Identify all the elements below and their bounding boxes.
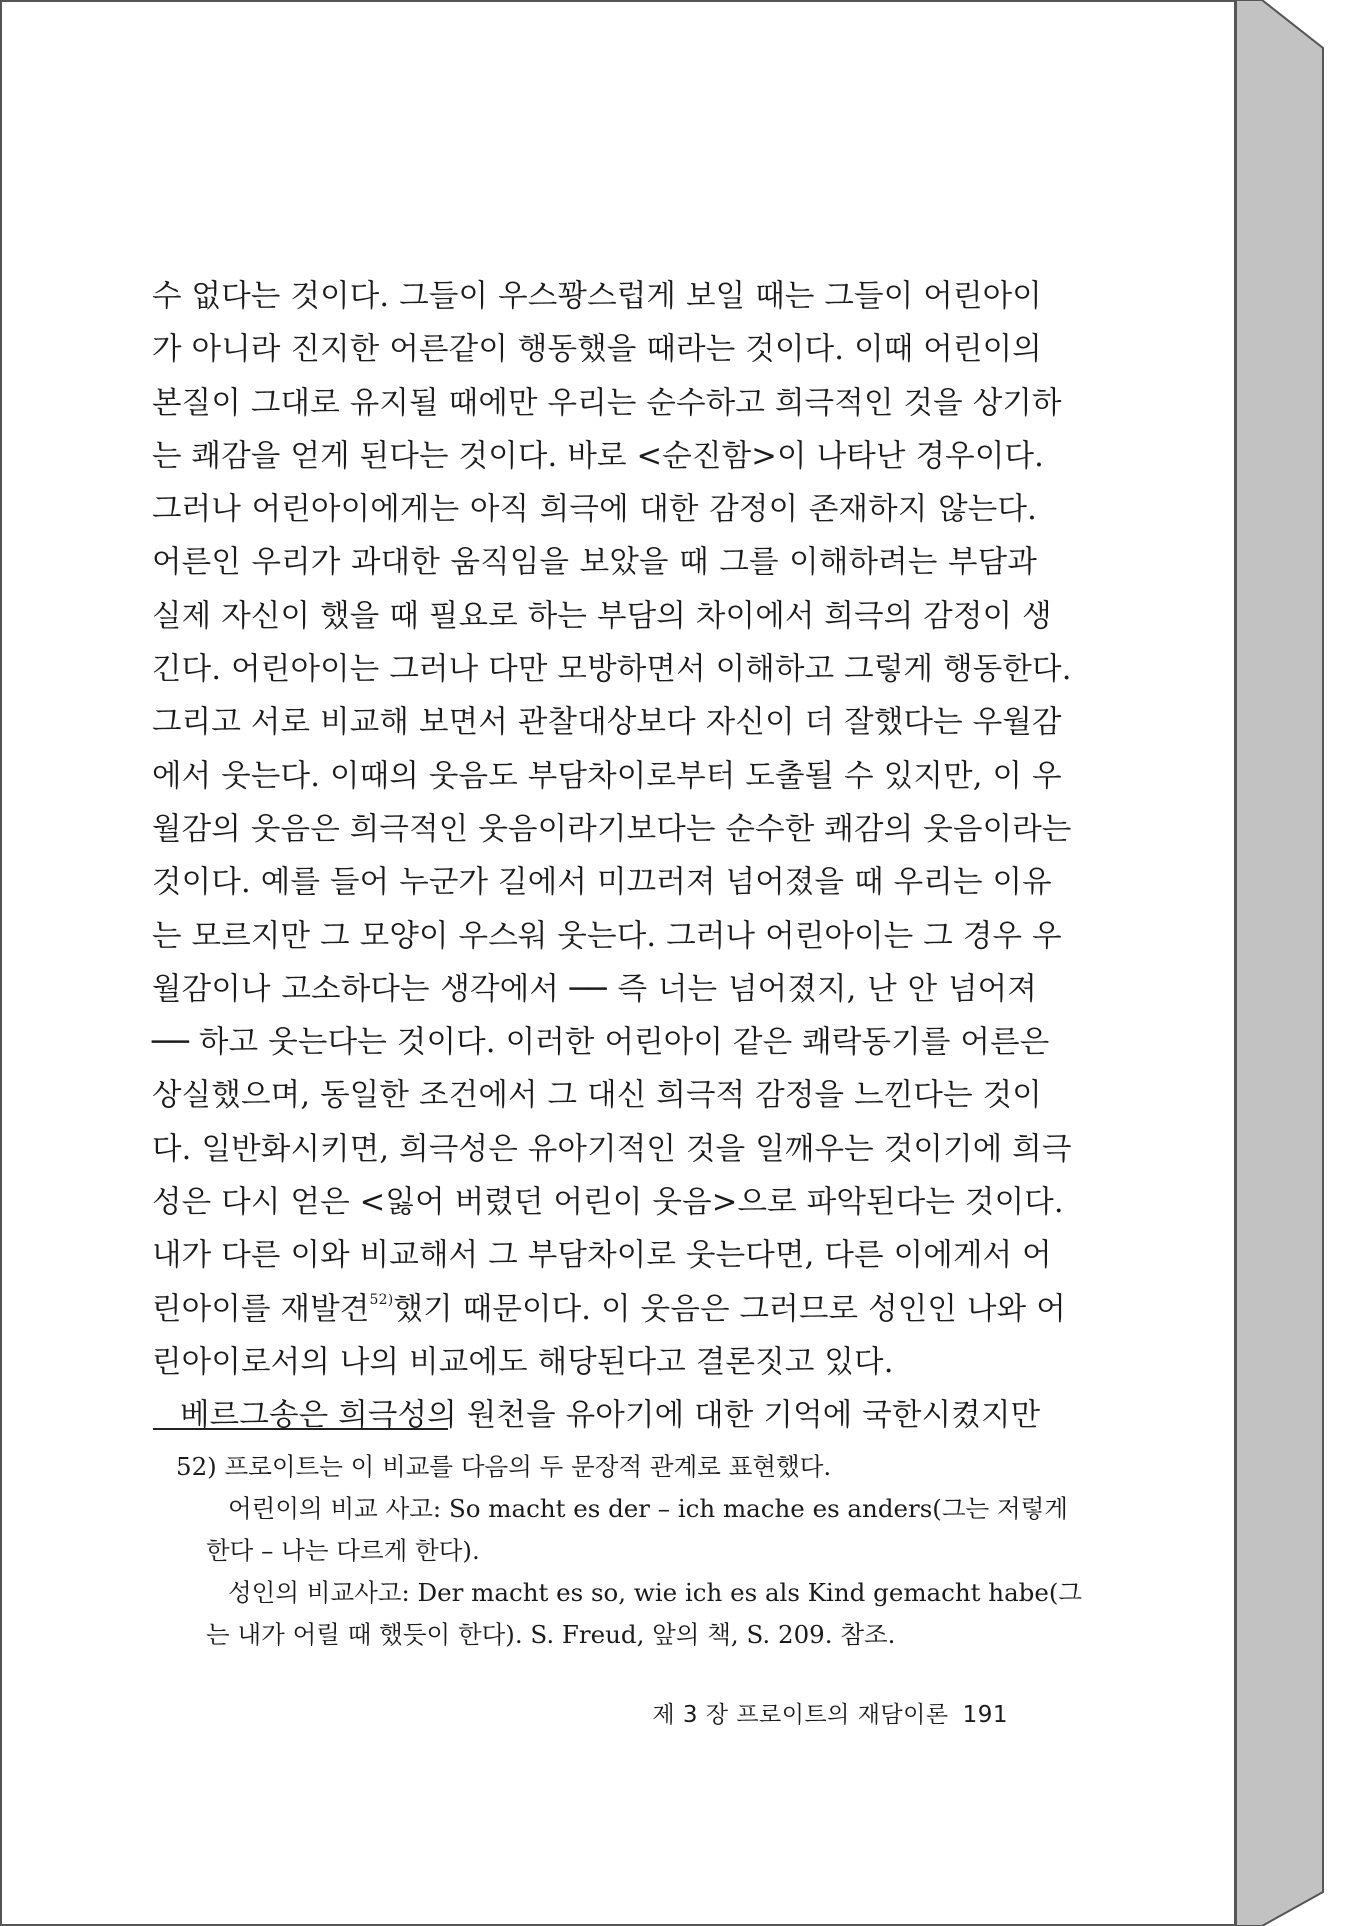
body-line: 가 아니라 진지한 어른같이 행동했을 때라는 것이다. 이때 어린이의 xyxy=(152,332,1042,368)
body-line-part: 했기 때문이다. 이 웃음은 그러므로 성인인 나와 어 xyxy=(393,1291,1066,1327)
body-line: 린아이로서의 나의 비교에도 해당된다고 결론짓고 있다. xyxy=(152,1344,894,1380)
body-line-part: 린아이를 재발견 xyxy=(152,1291,370,1327)
footnote-reference: 52) xyxy=(369,1292,394,1309)
body-line: 다. 일반화시키면, 희극성은 유아기적인 것을 일깨우는 것이기에 희극 xyxy=(152,1131,1072,1167)
chapter-title: 제 3 장 프로이트의 재담이론 xyxy=(652,1702,949,1728)
footnote-adult-line: 는 내가 어릴 때 했듯이 한다). S. Freud, 앞의 책, S. 209. 참조. xyxy=(206,1620,896,1649)
body-line: 그리고 서로 비교해 보면서 관찰대상보다 자신이 더 잘했다는 우월감 xyxy=(152,705,1062,741)
body-line: 실제 자신이 했을 때 필요로 하는 부담의 차이에서 희극의 감정이 생 xyxy=(152,598,1052,634)
body-line: 월감의 웃음은 희극적인 웃음이라기보다는 순수한 쾌감의 웃음이라는 xyxy=(152,811,1072,847)
body-line: 는 모르지만 그 모양이 우스워 웃는다. 그러나 어린아이는 그 경우 우 xyxy=(152,918,1062,954)
page-number: 191 xyxy=(962,1702,1008,1728)
body-line: 에서 웃는다. 이때의 웃음도 부담차이로부터 도출될 수 있지만, 이 우 xyxy=(152,758,1062,794)
body-line: 그러나 어린아이에게는 아직 희극에 대한 감정이 존재하지 않는다. xyxy=(152,492,1037,528)
body-line: 는 쾌감을 얻게 된다는 것이다. 바로 <순진함>이 나타난 경우이다. xyxy=(152,438,1045,474)
body-line: 어른인 우리가 과대한 움직임을 보았을 때 그를 이해하려는 부담과 xyxy=(152,545,1037,581)
footnote-child-line: 한다 – 나는 다르게 한다). xyxy=(206,1536,480,1565)
body-line: 상실했으며, 동일한 조건에서 그 대신 희극적 감정을 느낀다는 것이 xyxy=(152,1078,1042,1114)
footnote-child-line: 어린이의 비교 사고: So macht es der – ich mache es anders(그는 저렇게 xyxy=(228,1494,1068,1523)
footnote-divider xyxy=(153,1428,448,1430)
body-line: 본질이 그대로 유지될 때에만 우리는 순수하고 희극적인 것을 상기하 xyxy=(152,385,1062,421)
running-footer xyxy=(648,1696,1008,1729)
footnote-lead: 52) 프로이트는 이 비교를 다음의 두 문장적 관계로 표현했다. xyxy=(176,1452,832,1481)
body-line: 월감이나 고소하다는 생각에서 ── 즉 너는 넘어졌지, 난 안 넘어져 xyxy=(152,971,1037,1007)
body-line-with-note xyxy=(152,1283,1066,1336)
body-line: 수 없다는 것이다. 그들이 우스꽝스럽게 보일 때는 그들이 어린아이 xyxy=(152,279,1042,314)
body-line: 것이다. 예를 들어 누군가 길에서 미끄러져 넘어졌을 때 우리는 이유 xyxy=(152,865,1052,901)
body-line: 긴다. 어린아이는 그러나 다만 모방하면서 이해하고 그렇게 행동한다. xyxy=(152,652,1072,688)
body-text xyxy=(152,270,1072,1443)
body-line: 내가 다른 이와 비교해서 그 부담차이로 웃는다면, 다른 이에게서 어 xyxy=(152,1238,1052,1274)
body-line: ── 하고 웃는다는 것이다. 이러한 어린아이 같은 쾌락동기를 어른은 xyxy=(152,1025,1050,1061)
footnote-adult-line: 성인의 비교사고: Der macht es so, wie ich es als Kind gemacht habe(그 xyxy=(228,1578,1083,1607)
paragraph-start-line: 베르그송은 희극성의 원천을 유아기에 대한 기억에 국한시켰지만 xyxy=(180,1398,1041,1434)
body-line: 성은 다시 얻은 <잃어 버렸던 어린이 웃음>으로 파악된다는 것이다. xyxy=(152,1185,1064,1221)
footnote xyxy=(176,1446,1083,1656)
